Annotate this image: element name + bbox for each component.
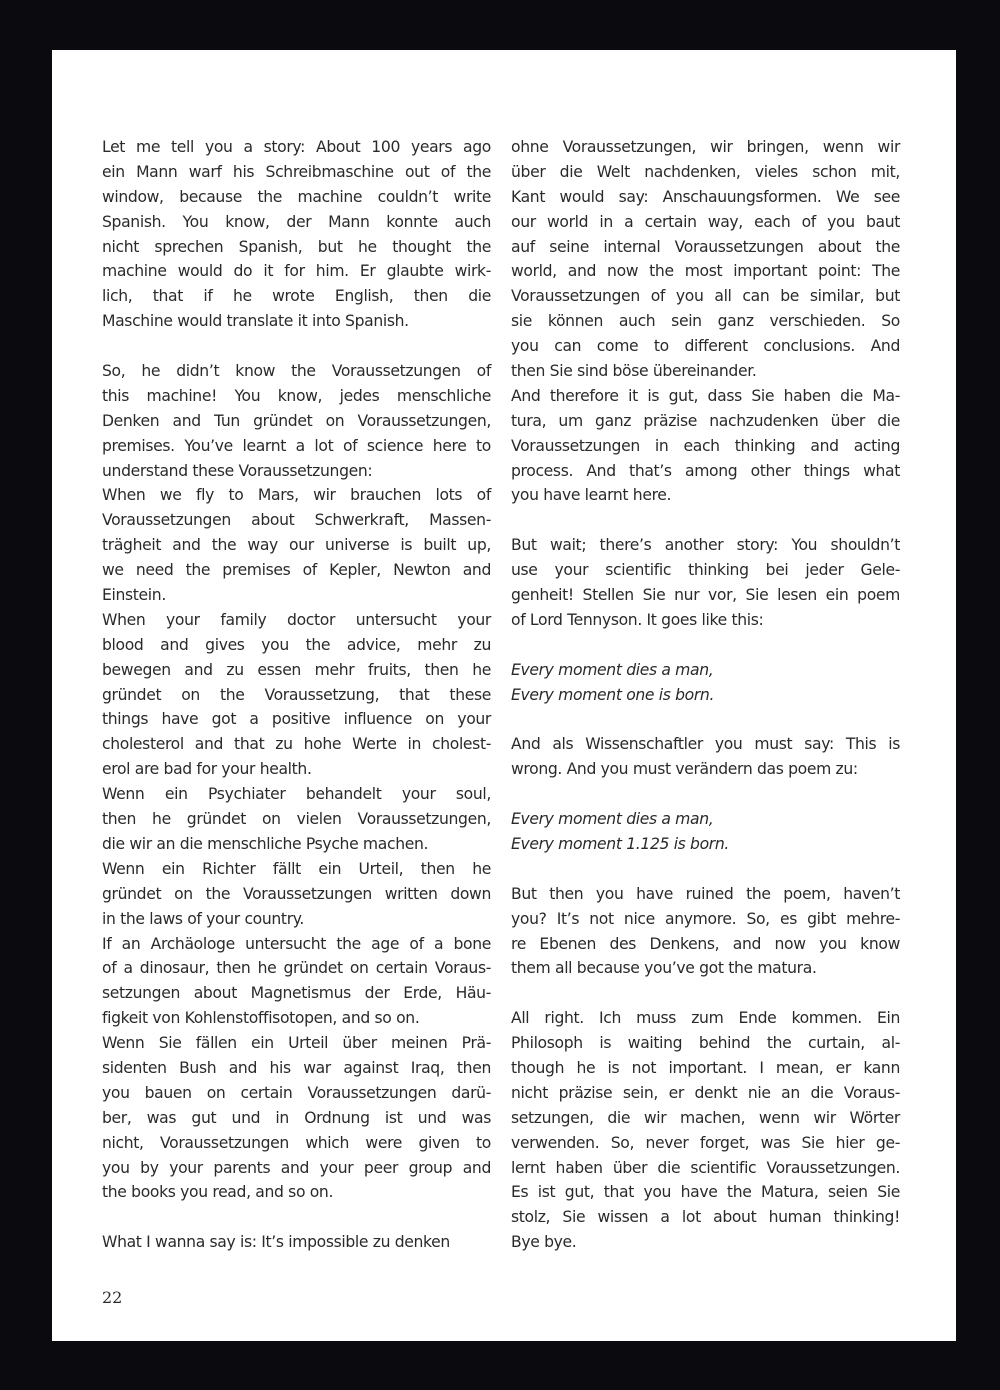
text-line: nicht sprechen Spanish, but he thought the — [102, 237, 491, 256]
text-line: window, because the machine couldn’t write — [102, 187, 491, 206]
text-line: gründet on the Voraussetzungen written down — [102, 884, 491, 903]
paragraph-gap — [102, 1205, 491, 1230]
text-line: nicht präzise sein, er denkt nie an die Voraus- — [511, 1083, 900, 1102]
text-line: you bauen on certain Voraussetzungen darü- — [102, 1083, 491, 1102]
paragraph — [511, 882, 900, 982]
text-line: setzungen about Magnetismus der Erde, Häu- — [102, 984, 491, 1003]
text-line: understand these Voraussetzungen: — [102, 461, 373, 480]
text-line: All right. Ich muss zum Ende kommen. Ein — [511, 1009, 900, 1028]
paragraph — [102, 857, 491, 932]
text-line: And als Wissenschaftler you must say: This is — [511, 735, 900, 754]
right-column — [511, 135, 900, 1255]
verse-line: Every moment 1.125 is born. — [511, 834, 729, 853]
paragraph — [102, 1230, 491, 1255]
verse-line: Every moment one is born. — [511, 685, 715, 704]
paragraph — [102, 608, 491, 782]
paragraph — [102, 483, 491, 607]
text-line: blood and gives you the advice, mehr zu — [102, 635, 491, 654]
text-line: premises. You’ve learnt a lot of science here to — [102, 436, 491, 455]
text-line: bewegen and zu essen mehr fruits, then he — [102, 660, 491, 679]
text-line: Philosoph is waiting behind the curtain, al- — [511, 1034, 900, 1053]
text-line: setzungen, die wir machen, wenn wir Wörter — [511, 1108, 900, 1127]
text-line: this machine! You know, jedes menschliche — [102, 386, 491, 405]
paragraph — [511, 732, 900, 782]
paragraph-gap — [511, 857, 900, 882]
text-line: Bye bye. — [511, 1233, 577, 1252]
document-page — [52, 50, 956, 1341]
text-line: genheit! Stellen Sie nur vor, Sie lesen ein poem — [511, 586, 900, 605]
text-line: you can come to different conclusions. And — [511, 337, 900, 356]
paragraph — [102, 359, 491, 483]
paragraph — [102, 1031, 491, 1205]
text-line: sie können auch sein ganz verschieden. So — [511, 312, 900, 331]
text-line: What I wanna say is: It’s impossible zu denken — [102, 1233, 450, 1252]
paragraph — [102, 135, 491, 334]
text-line: use your scientific thinking bei jeder Gele- — [511, 561, 900, 580]
text-line: then he gründet on vielen Voraussetzungen, — [102, 810, 491, 829]
text-line: Kant would say: Anschauungsformen. We see — [511, 187, 900, 206]
text-line: Let me tell you a story: About 100 years ago — [102, 138, 491, 156]
text-line: ohne Voraussetzungen, wir bringen, wenn wir — [511, 138, 900, 156]
text-line: Voraussetzungen about Schwerkraft, Massen- — [102, 511, 491, 530]
paragraph — [511, 533, 900, 633]
text-line: though he is not important. I mean, er kann — [511, 1058, 900, 1077]
text-line: wrong. And you must verändern das poem zu: — [511, 760, 858, 779]
text-line: Einstein. — [102, 586, 166, 605]
verse-block — [511, 807, 900, 857]
paragraph-gap — [511, 508, 900, 533]
text-line: you? It’s not nice anymore. So, es gibt mehre- — [511, 909, 900, 928]
paragraph-gap — [511, 981, 900, 1006]
text-line: Wenn Sie fällen ein Urteil über meinen Prä- — [102, 1034, 491, 1053]
text-line: lich, that if he wrote English, then die — [102, 287, 491, 306]
paragraph — [102, 782, 491, 857]
text-line: machine would do it for him. Er glaubte wirk- — [102, 262, 491, 281]
verse-line: Every moment dies a man, — [511, 810, 714, 829]
text-line: Denken and Tun gründet on Voraussetzungen, — [102, 411, 491, 430]
text-line: of Lord Tennyson. It goes like this: — [511, 610, 764, 629]
text-line: you by your parents and your peer group and — [102, 1158, 491, 1177]
left-column — [102, 135, 491, 1255]
text-line: ber, was gut und in Ordnung ist und was — [102, 1108, 491, 1127]
text-line: ein Mann warf his Schreibmaschine out of the — [102, 162, 491, 181]
text-line: in the laws of your country. — [102, 909, 305, 928]
verse-block — [511, 658, 900, 708]
paragraph-gap — [511, 707, 900, 732]
text-line: But then you have ruined the poem, haven’t — [511, 884, 900, 903]
text-line: things have got a positive influence on your — [102, 710, 491, 729]
text-line: trägheit and the way our universe is built up, — [102, 536, 491, 555]
page-number: 22 — [102, 1288, 123, 1307]
verse-line: Every moment dies a man, — [511, 660, 714, 679]
text-line: Es ist gut, that you have the Matura, seien Sie — [511, 1183, 900, 1202]
text-line: erol are bad for your health. — [102, 760, 312, 779]
text-line: of a dinosaur, then he gründet on certain Voraus- — [102, 959, 491, 978]
text-line: stolz, Sie wissen a lot about human thinking! — [511, 1208, 900, 1227]
text-line: Maschine would translate it into Spanish. — [102, 312, 409, 331]
text-line: nicht, Voraussetzungen which were given to — [102, 1133, 491, 1152]
text-line: verwenden. So, never forget, was Sie hier ge- — [511, 1133, 900, 1152]
text-line: When your family doctor untersucht your — [102, 610, 491, 629]
text-line: auf seine internal Voraussetzungen about the — [511, 237, 900, 256]
paragraph — [511, 135, 900, 384]
text-line: world, and now the most important point: The — [511, 262, 900, 281]
paragraph-gap — [102, 334, 491, 359]
text-line: lernt haben über die scientific Voraussetzungen. — [511, 1158, 900, 1177]
text-line: When we fly to Mars, wir brauchen lots of — [102, 486, 491, 505]
text-line: If an Archäologe untersucht the age of a bone — [102, 934, 491, 953]
text-line: Voraussetzungen of you all can be similar, but — [511, 287, 900, 306]
text-line: gründet on the Voraussetzung, that these — [102, 685, 491, 704]
text-line: die wir an die menschliche Psyche machen. — [102, 834, 429, 853]
text-line: cholesterol and that zu hohe Werte in cholest- — [102, 735, 491, 754]
text-line: figkeit von Kohlenstoffisotopen, and so on. — [102, 1009, 420, 1028]
text-line: Wenn ein Psychiater behandelt your soul, — [102, 785, 491, 804]
text-line: über die Welt nachdenken, vieles schon mit, — [511, 162, 900, 181]
text-line: Spanish. You know, der Mann konnte auch — [102, 212, 491, 231]
text-line: them all because you’ve got the matura. — [511, 959, 817, 978]
text-line: the books you read, and so on. — [102, 1183, 334, 1202]
text-line: then Sie sind böse übereinander. — [511, 362, 757, 381]
paragraph — [511, 384, 900, 508]
text-line: Wenn ein Richter fällt ein Urteil, then he — [102, 859, 491, 878]
text-line: So, he didn’t know the Voraussetzungen of — [102, 362, 491, 381]
paragraph — [102, 932, 491, 1032]
text-line: Voraussetzungen in each thinking and acting — [511, 436, 900, 455]
paragraph-gap — [511, 633, 900, 658]
text-line: we need the premises of Kepler, Newton and — [102, 561, 491, 580]
text-line: process. And that’s among other things what — [511, 461, 900, 480]
paragraph — [511, 1006, 900, 1255]
text-line: sidenten Bush and his war against Iraq, then — [102, 1058, 491, 1077]
text-line: re Ebenen des Denkens, and now you know — [511, 934, 900, 953]
text-line: you have learnt here. — [511, 486, 672, 505]
paragraph-gap — [511, 782, 900, 807]
text-line: And therefore it is gut, dass Sie haben die Ma- — [511, 386, 900, 405]
text-line: tura, um ganz präzise nachzudenken über die — [511, 411, 900, 430]
text-line: But wait; there’s another story: You shouldn’t — [511, 536, 900, 555]
text-line: our world in a certain way, each of you baut — [511, 212, 900, 231]
